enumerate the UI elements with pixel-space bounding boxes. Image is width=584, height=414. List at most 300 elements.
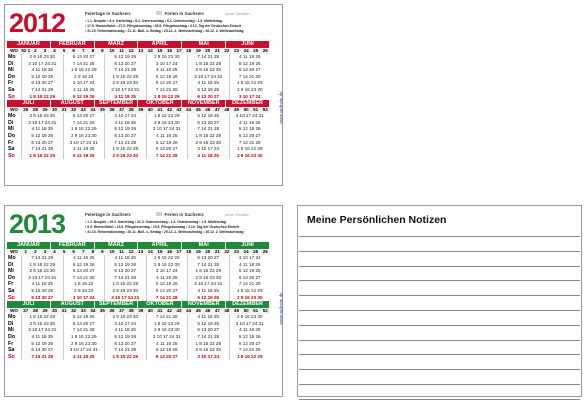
week-number: 32 xyxy=(71,107,77,113)
date-cell: 6 13 20 27 xyxy=(197,255,220,260)
weekday-label: Do xyxy=(8,132,16,139)
week-number: 26 xyxy=(262,249,268,254)
date-cell: 4 11 18 25 xyxy=(239,261,261,267)
week-number: 12 xyxy=(128,249,134,254)
day-grid-top xyxy=(7,255,270,301)
week-number: 9 xyxy=(101,249,104,254)
date-cell: 5 12 19 26 xyxy=(197,320,220,326)
date-cell: 7 14 21 28 xyxy=(114,67,137,73)
note-line xyxy=(299,266,580,281)
month-label: AUGUST xyxy=(51,301,95,308)
date-cell: 6 13 20 27 xyxy=(114,132,137,138)
week-number: 30 xyxy=(52,308,58,314)
week-number: 38 xyxy=(128,308,134,314)
holidays-label: Feiertage in Sachsen: xyxy=(85,10,132,16)
weekday-label: Mo xyxy=(8,314,16,321)
date-cell: 2 9 16 23 30 xyxy=(112,314,139,320)
date-cell: 1 8 15 22 29 xyxy=(195,60,222,66)
date-cell: 2 9 16 23 30 xyxy=(153,327,180,333)
week-number: 46 xyxy=(205,308,211,314)
weekday-label: Sa xyxy=(8,287,15,294)
month-label: FEBRUAR xyxy=(51,41,95,48)
week-number: 45 xyxy=(195,107,201,113)
date-cell: 3 10 17 24 31 xyxy=(152,126,181,132)
weekday-label: Mi xyxy=(8,268,14,275)
month-label: SEPTEMBER xyxy=(95,301,139,308)
date-cell: 1 8 15 22 29 xyxy=(153,320,180,326)
month-label: NOVEMBER xyxy=(182,301,226,308)
side-url xyxy=(272,75,282,145)
week-number: 2 xyxy=(34,249,37,254)
week-number: 4 xyxy=(53,249,56,254)
date-cell: 4 11 18 25 xyxy=(73,255,95,260)
legend-row xyxy=(85,9,275,17)
date-cell: 1 8 15 22 29 xyxy=(236,80,263,86)
date-cell: 1 8 15 22 29 xyxy=(112,73,139,79)
date-cell: 1 8 15 22 29 xyxy=(29,261,56,267)
month-columns xyxy=(21,54,270,100)
week-number: 13 xyxy=(138,48,144,53)
week-number: 44 xyxy=(186,308,192,314)
calendar-card-2012 xyxy=(4,4,283,186)
week-number: 52 1 xyxy=(21,48,31,53)
date-cell: 6 13 20 27 xyxy=(238,274,261,280)
month-label: NOVEMBER xyxy=(182,100,226,107)
date-cell: 3 10 17 24 31 xyxy=(194,73,223,79)
date-cell: 1 8 15 22 29 xyxy=(153,93,180,99)
date-cell: 2 9 16 23 30 xyxy=(236,86,263,92)
date-cell: 4 11 18 25 xyxy=(156,67,178,73)
date-cell: 3 10 17 24 31 xyxy=(235,113,264,119)
week-number: 49 xyxy=(234,107,240,113)
holidays-label: Feiertage in Sachsen: xyxy=(85,211,132,217)
weekday-label: Fr xyxy=(8,340,14,347)
week-number: 28 xyxy=(32,107,38,113)
week-number: 3 xyxy=(43,48,47,53)
date-cell: 5 12 19 26 xyxy=(31,73,54,79)
month-label: MÄRZ xyxy=(95,242,139,249)
date-cell: 6 13 20 27 xyxy=(238,67,261,73)
week-number: 45 xyxy=(195,308,201,314)
year-title: 2012 xyxy=(9,8,66,38)
date-cell: 5 12 19 26 xyxy=(31,132,54,138)
date-cell: 1 8 15 22 29 xyxy=(70,67,97,73)
date-cell: 7 14 21 28 xyxy=(72,119,95,125)
month-column xyxy=(187,314,229,360)
week-number: 46 xyxy=(205,107,211,113)
date-cell: 2 9 16 23 30 xyxy=(29,268,56,274)
week-number: 10 xyxy=(109,249,115,254)
date-cell: 3 10 17 24 xyxy=(114,113,137,119)
date-cell: 7 14 21 28 xyxy=(238,281,261,287)
week-number: 22 xyxy=(224,249,230,254)
month-label: MAI xyxy=(182,41,226,48)
legend-row xyxy=(85,210,275,218)
note-line xyxy=(299,325,580,340)
date-cell: 6 13 20 27 xyxy=(238,132,261,138)
week-number: 2 xyxy=(34,48,37,53)
week-number: 38 xyxy=(128,107,134,113)
date-cell: 6 13 20 27 xyxy=(155,80,178,86)
month-band xyxy=(7,100,270,107)
notes-lines xyxy=(298,236,581,414)
week-number: 48 xyxy=(224,107,230,113)
week-number: 25 xyxy=(253,249,259,254)
date-cell: 3 10 17 24 xyxy=(72,80,95,86)
weekday-label: Mi xyxy=(8,67,14,74)
date-cell: 3 10 17 24 31 xyxy=(194,281,223,287)
date-cell: 7 14 21 28 xyxy=(114,347,137,353)
weekday-label: Fr xyxy=(8,139,14,146)
week-number: 41 xyxy=(157,107,163,113)
date-cell: 2 9 16 23 30 xyxy=(112,287,139,293)
date-cell: 7 14 21 28 xyxy=(238,73,261,79)
week-number: 23 xyxy=(234,48,240,53)
date-cell: 4 11 18 25 xyxy=(197,80,219,86)
week-number: 7 xyxy=(82,48,85,53)
date-cell: 3 10 17 24 31 xyxy=(235,320,264,326)
weekday-column xyxy=(7,314,21,360)
week-number: 18 xyxy=(186,48,192,53)
date-cell: 6 13 20 27 xyxy=(31,80,54,86)
date-cell: 4 11 18 25 xyxy=(31,67,53,73)
month-column xyxy=(104,113,146,159)
date-cell: 2 9 16 23 30 xyxy=(195,67,222,73)
month-label: OKTOBER xyxy=(138,100,182,107)
date-cell: 4 11 18 25 xyxy=(156,132,178,138)
date-cell: 4 11 18 25 xyxy=(73,146,95,152)
week-number: 37 xyxy=(119,308,125,314)
weekday-label: Mi xyxy=(8,327,14,334)
month-column xyxy=(187,54,229,100)
month-label: MÄRZ xyxy=(95,41,139,48)
date-cell: 1 8 15 22 29 xyxy=(153,255,180,260)
week-number: 4 xyxy=(53,48,56,53)
date-cell: 7 14 21 28 xyxy=(238,347,261,353)
week-number: 29 xyxy=(42,107,48,113)
weekday-label: So xyxy=(8,294,15,301)
week-number: 17 xyxy=(176,249,182,254)
date-cell: 5 12 19 26 xyxy=(155,139,178,145)
week-number: 50 xyxy=(243,308,249,314)
date-cell: 5 12 19 26 xyxy=(114,261,137,267)
weekday-label: Mo xyxy=(8,54,16,60)
month-label: OKTOBER xyxy=(138,301,182,308)
date-cell: 3 10 17 24 xyxy=(114,320,137,326)
week-number: 7 xyxy=(82,249,85,254)
date-cell: 7 14 21 28 xyxy=(114,274,137,280)
month-band xyxy=(7,41,270,48)
date-cell: 1 8 15 22 29 xyxy=(70,333,97,339)
week-number: 35 xyxy=(99,308,105,314)
week-number: 39 xyxy=(138,308,144,314)
week-number: 43 xyxy=(176,308,182,314)
week-number: 3 xyxy=(43,249,47,254)
week-number: 47 xyxy=(214,107,220,113)
date-cell: 4 11 18 25 xyxy=(197,287,219,293)
week-number: 33 xyxy=(80,308,86,314)
date-cell: 4 11 18 25 xyxy=(73,86,95,92)
week-number: 21 xyxy=(214,48,220,53)
date-cell: 5 12 19 26 xyxy=(72,314,95,320)
month-column xyxy=(229,255,271,301)
holiday-legend xyxy=(85,9,275,34)
date-cell: 4 11 18 25 xyxy=(31,333,53,339)
week-number: 42 xyxy=(166,107,172,113)
date-cell: 1 8 15 22 29 xyxy=(236,353,263,359)
date-cell: 4 11 18 25 xyxy=(156,340,178,346)
month-column xyxy=(146,314,188,360)
vacation-label: Ferien in Sachsen: xyxy=(164,211,205,217)
weekday-label: Fr xyxy=(8,281,14,288)
week-number: 14 xyxy=(147,249,153,254)
month-label: JANUAR xyxy=(7,41,51,48)
date-cell: 3 10 17 24 xyxy=(155,268,178,274)
date-cell: 7 14 21 28 xyxy=(238,139,261,145)
month-label: JULI xyxy=(7,100,51,107)
month-label: MAI xyxy=(182,242,226,249)
weekday-label: Do xyxy=(8,274,16,281)
date-cell: 7 14 21 28 xyxy=(31,255,54,260)
week-number: 13 xyxy=(138,249,144,254)
date-cell: 6 13 20 27 xyxy=(31,347,54,353)
date-cell: 3 10 17 24 xyxy=(197,146,220,152)
weekday-column xyxy=(7,113,21,159)
week-number: 43 xyxy=(176,107,182,113)
week-number: 20 xyxy=(205,249,211,254)
weekday-label: Do xyxy=(8,333,16,340)
week-number: 51 xyxy=(253,308,259,314)
holiday-line: • 1.1. Neujahr • 6.4. Karfreitag • 8.4. Ostersonntag • 9.4. Ostermontag • 1.5. Maifeiertag xyxy=(85,19,223,23)
disclaimer-note: - ohne Gewähr - xyxy=(222,211,252,217)
date-cell: 5 12 19 26 xyxy=(155,281,178,287)
date-cell: 6 13 20 27 xyxy=(155,353,178,359)
month-column xyxy=(146,54,188,100)
week-number: 5 xyxy=(62,48,66,53)
holiday-line: • 31.10. Reformationstag • 20.11. Buß- u. Bettag • 25.12.-1. Weihnachtstag • 26.12. 2. Weihnachtstag xyxy=(85,230,244,234)
date-cell: 6 13 20 27 xyxy=(238,340,261,346)
note-line xyxy=(299,369,580,384)
week-number: 30 xyxy=(52,107,58,113)
week-number: 24 xyxy=(243,249,249,254)
date-cell: 6 13 20 27 xyxy=(114,60,137,66)
date-cell: 5 12 19 26 xyxy=(197,294,220,300)
date-cell: 7 14 21 28 xyxy=(197,126,220,132)
date-cell: 5 12 19 26 xyxy=(155,347,178,353)
month-columns xyxy=(21,314,270,360)
date-cell: 3 10 17 24 xyxy=(238,255,261,260)
date-cell: 5 12 19 26 xyxy=(72,93,95,99)
month-columns xyxy=(21,255,270,301)
week-number: 31 xyxy=(61,107,67,113)
date-cell: 6 13 20 27 xyxy=(155,287,178,293)
date-cell: 4 11 18 25 xyxy=(31,281,53,287)
month-columns xyxy=(21,113,270,159)
date-cell: 1 8 15 22 29 xyxy=(195,340,222,346)
week-number: 22 xyxy=(224,48,230,53)
date-cell: 3 10 17 24 31 xyxy=(69,347,98,353)
week-number: 28 xyxy=(32,308,38,314)
calendar-header xyxy=(5,5,282,41)
date-cell: 4 11 18 25 xyxy=(114,255,136,260)
month-column xyxy=(21,54,63,100)
week-number: 52 xyxy=(262,107,268,113)
date-cell: 6 13 20 27 xyxy=(114,268,137,274)
month-label: JANUAR xyxy=(7,242,51,249)
month-column xyxy=(104,54,146,100)
date-cell: 6 13 20 27 xyxy=(197,119,220,125)
vacation-label: Ferien in Sachsen: xyxy=(164,10,205,16)
date-cell: 6 13 20 27 xyxy=(72,320,95,326)
week-number: 1 xyxy=(24,249,28,254)
weekday-label: So xyxy=(8,93,15,100)
note-line xyxy=(299,295,580,310)
weekday-label: Mo xyxy=(8,255,16,261)
week-number: 41 xyxy=(157,308,163,314)
day-grid-bottom xyxy=(7,113,270,159)
week-number: 18 xyxy=(186,249,192,254)
date-cell: 1 8 15 22 xyxy=(74,281,94,287)
date-cell: 5 12 19 26 xyxy=(31,340,54,346)
week-number: 34 xyxy=(90,107,96,113)
date-cell: 6 13 20 27 xyxy=(72,113,95,119)
note-line xyxy=(299,384,580,399)
date-cell: 2 9 16 23 30 xyxy=(236,314,263,320)
weekday-label: Sa xyxy=(8,146,15,153)
date-cell: 2 9 16 23 30 xyxy=(153,54,180,59)
week-number: 50 xyxy=(243,107,249,113)
date-cell: 6 13 20 27 xyxy=(72,268,95,274)
date-cell: 3 10 17 24 31 xyxy=(111,86,140,92)
month-column xyxy=(229,113,271,159)
date-cell: 1 8 15 22 29 xyxy=(29,152,56,158)
weekday-label: Di xyxy=(8,60,14,67)
day-grid-bottom xyxy=(7,314,270,360)
week-number: 11 xyxy=(119,48,124,53)
vacation-swatch xyxy=(156,212,162,216)
holiday-legend xyxy=(85,210,275,235)
month-column xyxy=(63,54,105,100)
month-column xyxy=(229,314,271,360)
month-column xyxy=(21,113,63,159)
weekday-label: Mo xyxy=(8,113,16,120)
date-cell: 6 13 20 27 xyxy=(31,139,54,145)
date-cell: 4 11 18 25 xyxy=(31,126,53,132)
note-line xyxy=(299,354,580,369)
weekday-column xyxy=(7,54,21,100)
date-cell: 2 9 16 23 xyxy=(74,287,94,293)
date-cell: 5 12 19 26 xyxy=(238,333,261,339)
date-cell: 1 8 15 22 29 xyxy=(112,146,139,152)
date-cell: 4 11 18 25 xyxy=(197,314,219,320)
week-number: 15 xyxy=(157,48,163,53)
month-label: AUGUST xyxy=(51,100,95,107)
note-line xyxy=(299,280,580,295)
date-cell: 5 12 19 26 xyxy=(72,261,95,267)
date-cell: 7 14 21 28 xyxy=(155,86,178,92)
date-cell: 4 11 18 25 xyxy=(114,327,136,333)
weekday-label: So xyxy=(8,152,15,159)
week-number: 19 xyxy=(195,249,201,254)
month-label: DEZEMBER xyxy=(226,301,270,308)
date-cell: 2 9 16 23 30 xyxy=(29,113,56,119)
week-label: WO xyxy=(10,48,18,53)
date-cell: 7 14 21 28 xyxy=(155,294,178,300)
weekday-label: Do xyxy=(8,73,16,80)
date-cell: 7 14 21 28 xyxy=(72,60,95,66)
date-cell: 5 12 19 26 xyxy=(155,73,178,79)
date-cell: 5 12 19 26 xyxy=(238,268,261,274)
date-cell: 5 12 19 26 xyxy=(197,113,220,119)
month-label: JUNI xyxy=(226,41,270,48)
date-cell: 1 8 15 22 29 xyxy=(112,353,139,359)
date-cell: 2 9 16 23 30 xyxy=(236,294,263,300)
month-column xyxy=(63,113,105,159)
date-cell: 2 9 16 23 30 xyxy=(195,139,222,145)
date-cell: 4 11 18 25 xyxy=(197,152,219,158)
date-cell: 2 9 16 23 30 xyxy=(29,320,56,326)
date-cell: 7 14 21 28 xyxy=(197,54,220,59)
date-cell: 6 13 20 27 xyxy=(31,294,54,300)
week-label: WO xyxy=(10,308,18,314)
week-number: 51 xyxy=(253,107,259,113)
date-cell: 2 9 16 23 30 xyxy=(153,119,180,125)
date-cell: 2 9 16 23 30 xyxy=(112,80,139,86)
date-cell: 2 9 16 23 30 xyxy=(153,261,180,267)
week-number: 25 xyxy=(253,48,259,53)
month-band xyxy=(7,301,270,308)
month-column xyxy=(146,113,188,159)
side-url xyxy=(272,276,282,346)
month-label: JUNI xyxy=(226,242,270,249)
date-cell: 2 9 16 23 30 xyxy=(29,54,56,59)
holiday-line: • 31.10. Reformationstag • 21.11. Buß- u. Bettag • 25.12.-1. Weihnachtstag • 26.12. 2. Weihnachtstag xyxy=(85,29,244,33)
note-line xyxy=(299,251,580,266)
date-cell: 4 11 18 25 xyxy=(114,93,136,99)
date-cell: 2 9 16 23 30 xyxy=(112,152,139,158)
date-cell: 2 9 16 23 30 xyxy=(195,274,222,280)
date-cell: 1 8 15 22 29 xyxy=(29,314,56,320)
date-cell: 1 8 15 22 29 xyxy=(236,287,263,293)
month-label: APRIL xyxy=(138,41,182,48)
notes-title: Meine Persönlichen Notizen xyxy=(307,214,447,226)
date-cell: 1 8 15 22 29 xyxy=(195,132,222,138)
week-number: 6 xyxy=(72,249,75,254)
week-number: 12 xyxy=(128,48,134,53)
note-line xyxy=(299,310,580,325)
website-url: www.website.de xyxy=(278,292,284,325)
date-cell: 5 12 19 26 xyxy=(238,60,261,66)
week-number: 39 xyxy=(138,107,144,113)
date-cell: 3 10 17 24 31 xyxy=(28,60,57,66)
week-number: 31 xyxy=(61,308,67,314)
date-cell: 6 13 20 27 xyxy=(155,146,178,152)
date-cell: 5 12 19 26 xyxy=(31,287,54,293)
month-label: FEBRUAR xyxy=(51,242,95,249)
note-line xyxy=(299,340,580,355)
date-cell: 3 10 17 24 31 xyxy=(28,327,57,333)
week-number: 27 xyxy=(23,308,29,314)
note-line xyxy=(299,399,580,414)
date-cell: 5 12 19 26 xyxy=(238,126,261,132)
date-cell: 2 9 16 23 30 xyxy=(195,347,222,353)
week-number: 6 xyxy=(72,48,75,53)
date-cell: 7 14 21 28 xyxy=(197,261,220,267)
day-grid-top xyxy=(7,54,270,100)
week-number: 21 xyxy=(214,249,220,254)
date-cell: 3 10 17 24 31 xyxy=(152,333,181,339)
date-cell: 6 13 20 27 xyxy=(114,340,137,346)
